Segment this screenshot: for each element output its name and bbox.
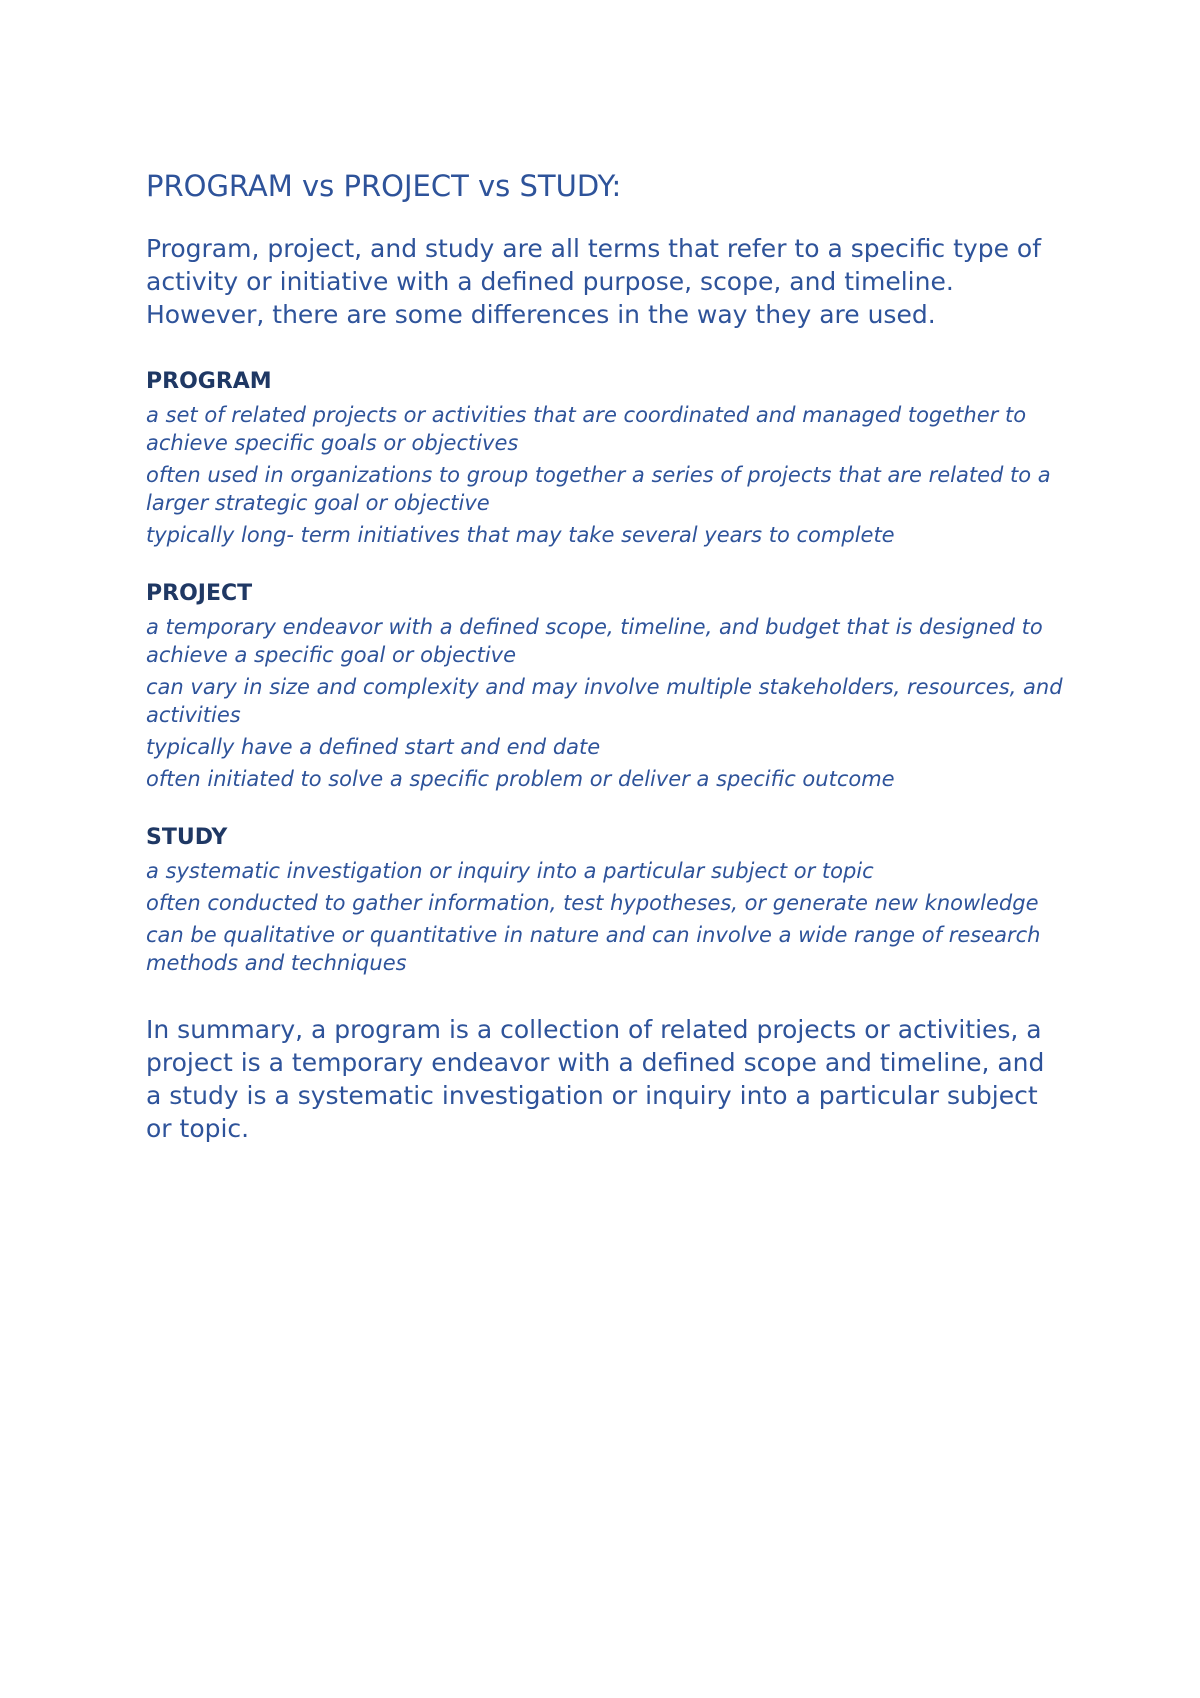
section-study — [146, 823, 1076, 977]
list-item: often used in organizations to group together a series of projects that are related to a larger strategic goal or objective — [146, 463, 1051, 515]
section-heading-program: PROGRAM — [146, 369, 272, 394]
section-project — [146, 579, 1076, 793]
program-item-list — [146, 401, 1076, 549]
list-item: can vary in size and complexity and may involve multiple stakeholders, resources, and activities — [146, 675, 1063, 727]
section-program — [146, 367, 1076, 549]
list-item: typically have a defined start and end date — [146, 735, 601, 759]
document-page — [146, 168, 1076, 1145]
project-item-list — [146, 613, 1076, 793]
list-item: often conducted to gather information, test hypotheses, or generate new knowledge — [146, 891, 1039, 915]
list-item: a temporary endeavor with a defined scope, timeline, and budget that is designed to achieve a specific goal or objective — [146, 615, 1043, 667]
section-heading-study: STUDY — [146, 825, 228, 850]
intro-paragraph: Program, project, and study are all terms that refer to a specific type of activity or initiative with a defined purpose, scope, and timeline. However, there are some differences in the way they are used. — [146, 234, 1042, 329]
list-item: can be qualitative or quantitative in nature and can involve a wide range of research methods and techniques — [146, 923, 1041, 975]
list-item: a systematic investigation or inquiry into a particular subject or topic — [146, 859, 874, 883]
summary-paragraph: In summary, a program is a collection of related projects or activities, a project is a temporary endeavor with a defined scope and timeline, and a study is a systematic investigation or inquiry into a particular subject or topic. — [146, 1015, 1045, 1143]
section-heading-project: PROJECT — [146, 581, 253, 606]
list-item: often initiated to solve a specific problem or deliver a specific outcome — [146, 767, 895, 791]
study-item-list — [146, 857, 1076, 977]
document-title: PROGRAM vs PROJECT vs STUDY: — [146, 169, 622, 203]
list-item: a set of related projects or activities that are coordinated and managed together to achieve specific goals or objectives — [146, 403, 1027, 455]
list-item: typically long- term initiatives that may take several years to complete — [146, 523, 895, 547]
